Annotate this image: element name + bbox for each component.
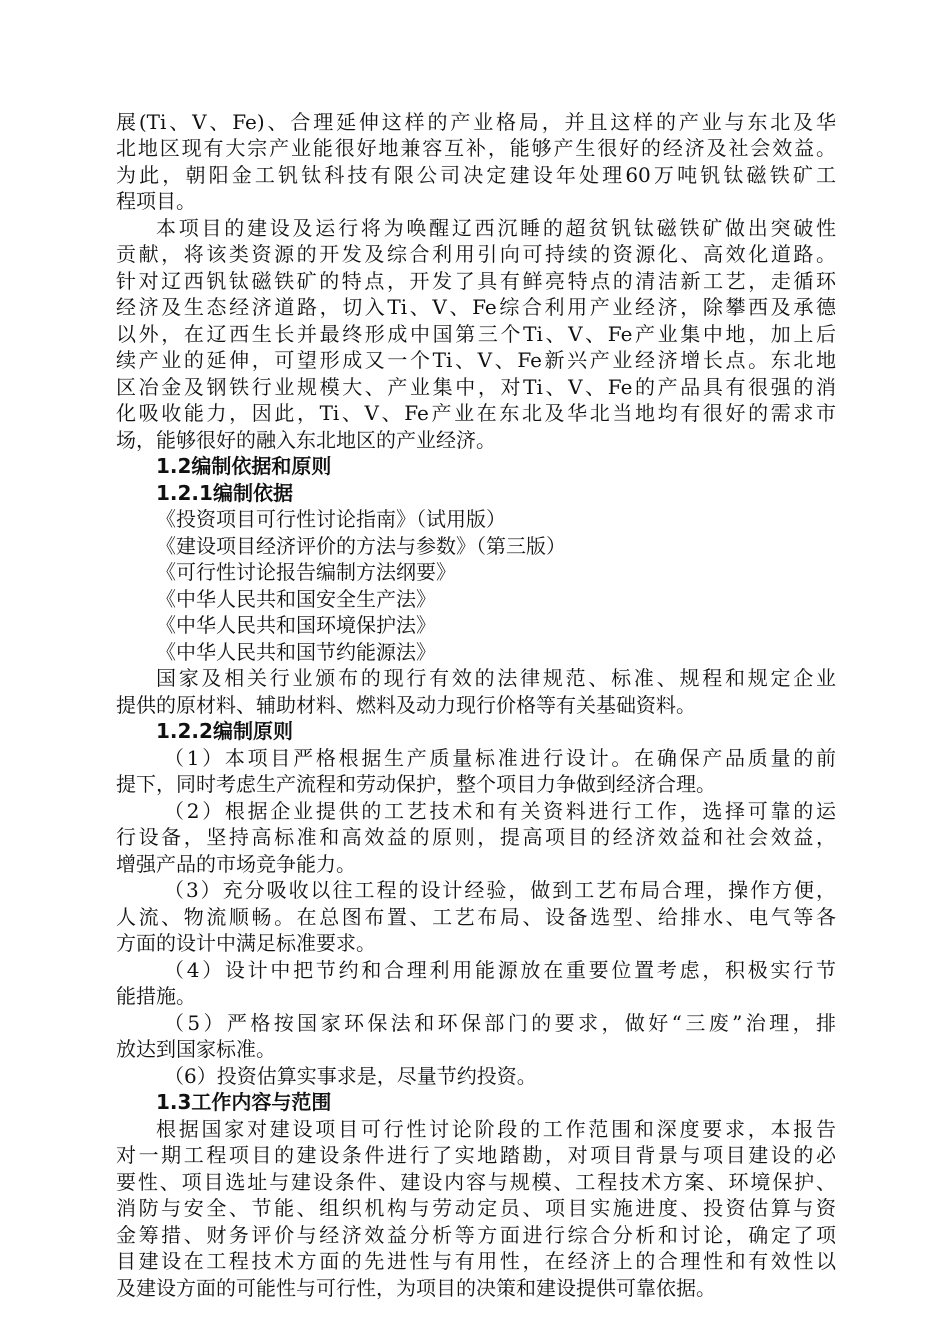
paragraph-line: 对一期工程项目的建设条件进行了实地踏勘，对项目背景与项目建设的必 — [116, 1143, 836, 1167]
paragraph-line: 展(Ti、V、Fe)、合理延伸这样的产业格局，并且这样的产业与东北及华 — [116, 110, 836, 134]
paragraph-line: 为此，朝阳金工钒钛科技有限公司决定建设年处理60万吨钒钛磁铁矿工 — [116, 163, 836, 187]
principle-line: 行设备，坚持高标准和高效益的原则，提高项目的经济效益和社会效益， — [116, 825, 836, 849]
paragraph-line: 场，能够很好的融入东北地区的产业经济。 — [116, 428, 496, 452]
reference-item: 《可行性讨论报告编制方法纲要》 — [156, 560, 456, 584]
principle-line: 提下，同时考虑生产流程和劳动保护，整个项目力争做到经济合理。 — [116, 772, 716, 796]
principle-line: 增强产品的市场竞争能力。 — [116, 852, 356, 876]
paragraph-line: 国家及相关行业颁布的现行有效的法律规范、标准、规程和规定企业 — [156, 666, 836, 690]
reference-item: 《中华人民共和国节约能源法》 — [156, 640, 436, 664]
paragraph-line: 消防与安全、节能、组织机构与劳动定员、项目实施进度、投资估算与资 — [116, 1196, 836, 1220]
principle-line: （2）根据企业提供的工艺技术和有关资料进行工作，选择可靠的运 — [164, 799, 836, 823]
section-heading-1-2-2: 1.2.2编制原则 — [156, 719, 293, 743]
principle-line: （1）本项目严格根据生产质量标准进行设计。在确保产品质量的前 — [164, 746, 836, 770]
principle-line: 方面的设计中满足标准要求。 — [116, 931, 376, 955]
paragraph-line: 化吸收能力，因此，Ti、V、Fe产业在东北及华北当地均有很好的需求市 — [116, 401, 836, 425]
paragraph-line: 经济及生态经济道路，切入Ti、V、Fe综合利用产业经济，除攀西及承德 — [116, 295, 836, 319]
principle-line: （6）投资估算实事求是，尽量节约投资。 — [164, 1064, 537, 1088]
reference-item: 《投资项目可行性讨论指南》（试用版） — [156, 507, 506, 531]
reference-item: 《中华人民共和国环境保护法》 — [156, 613, 436, 637]
section-heading-1-2: 1.2编制依据和原则 — [156, 454, 332, 478]
principle-line: 能措施。 — [116, 984, 196, 1008]
principle-line: （5）严格按国家环保法和环保部门的要求，做好“三废”治理，排 — [164, 1011, 836, 1035]
paragraph-line: 北地区现有大宗产业能很好地兼容互补，能够产生很好的经济及社会效益。 — [116, 136, 836, 160]
reference-item: 《建设项目经济评价的方法与参数》（第三版） — [156, 534, 566, 558]
section-heading-1-2-1: 1.2.1编制依据 — [156, 481, 293, 505]
principle-line: 人流、物流顺畅。在总图布置、工艺布局、设备选型、给排水、电气等各 — [116, 905, 836, 929]
paragraph-line: 根据国家对建设项目可行性讨论阶段的工作范围和深度要求，本报告 — [156, 1117, 836, 1141]
paragraph-line: 区冶金及钢铁行业规模大、产业集中，对Ti、V、Fe的产品具有很强的消 — [116, 375, 836, 399]
paragraph-line: 续产业的延伸，可望形成又一个Ti、V、Fe新兴产业经济增长点。东北地 — [116, 348, 836, 372]
reference-item: 《中华人民共和国安全生产法》 — [156, 587, 436, 611]
paragraph-line: 针对辽西钒钛磁铁矿的特点，开发了具有鲜亮特点的清洁新工艺，走循环 — [116, 269, 836, 293]
paragraph-line: 金筹措、财务评价与经济效益分析等方面进行综合分析和讨论，确定了项 — [116, 1223, 836, 1247]
principle-line: （4）设计中把节约和合理利用能源放在重要位置考虑，积极实行节 — [164, 958, 836, 982]
paragraph-line: 程项目。 — [116, 189, 196, 213]
paragraph-line: 本项目的建设及运行将为唤醒辽西沉睡的超贫钒钛磁铁矿做出突破性 — [156, 216, 836, 240]
paragraph-line: 要性、项目选址与建设条件、建设内容与规模、工程技术方案、环境保护、 — [116, 1170, 836, 1194]
paragraph-line: 提供的原材料、辅助材料、燃料及动力现行价格等有关基础资料。 — [116, 693, 696, 717]
principle-line: （3）充分吸收以往工程的设计经验，做到工艺布局合理，操作方便， — [164, 878, 836, 902]
paragraph-line: 目建设在工程技术方面的先进性与有用性，在经济上的合理性和有效性以 — [116, 1249, 836, 1273]
section-heading-1-3: 1.3工作内容与范围 — [156, 1090, 332, 1114]
paragraph-line: 贡献，将该类资源的开发及综合利用引向可持续的资源化、高效化道路。 — [116, 242, 836, 266]
paragraph-line: 及建设方面的可能性与可行性，为项目的决策和建设提供可靠依据。 — [116, 1276, 716, 1300]
principle-line: 放达到国家标准。 — [116, 1037, 276, 1061]
paragraph-line: 以外，在辽西生长并最终形成中国第三个Ti、V、Fe产业集中地，加上后 — [116, 322, 836, 346]
